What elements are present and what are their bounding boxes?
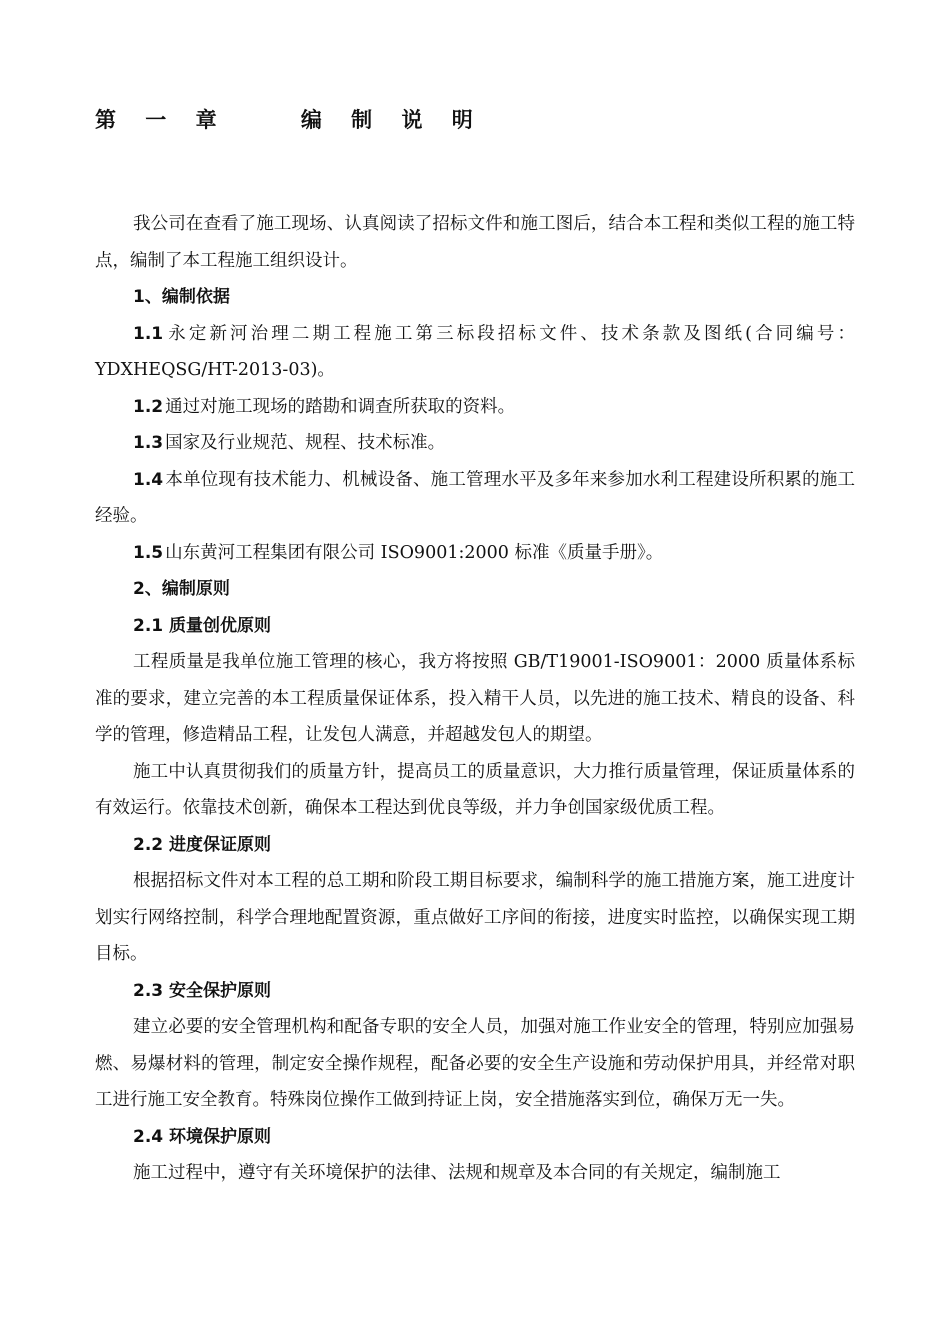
section-heading-basis: 1、编制依据 xyxy=(133,287,230,307)
basis-item-number: 1.3 xyxy=(133,433,164,453)
subsection-heading-environment: 2.4 环境保护原则 xyxy=(133,1126,272,1147)
chapter-title: 第 一 章 编 制 说 明 xyxy=(95,108,484,132)
subsection-heading-quality: 2.1 质量创优原则 xyxy=(133,615,272,636)
section-heading-principles: 2、编制原则 xyxy=(133,579,230,599)
basis-item-text: 国家及行业规范、规程、技术标准。 xyxy=(165,433,446,453)
basis-item xyxy=(95,316,855,389)
basis-item-text: 永定新河治理二期工程施工第三标段招标文件、技术条款及图纸(合同编号：YDXHEQSG/HT-2013-03)。 xyxy=(95,323,855,380)
basis-item-text: 山东黄河工程集团有限公司 ISO9001:2000 标准《质量手册》。 xyxy=(165,542,664,563)
schedule-paragraph: 根据招标文件对本工程的总工期和阶段工期目标要求，编制科学的施工措施方案，施工进度计划实行网络控制，科学合理地配置资源，重点做好工序间的衔接，进度实时监控，以确保实现工期目标。 xyxy=(95,871,855,964)
basis-item-number: 1.4 xyxy=(133,469,164,490)
basis-item-number: 1.1 xyxy=(133,323,164,344)
basis-item xyxy=(95,389,855,426)
subsection-heading-safety: 2.3 安全保护原则 xyxy=(133,980,272,1001)
document-body xyxy=(95,206,855,1192)
quality-paragraph: 工程质量是我单位施工管理的核心，我方将按照 GB/T19001-ISO9001：2000 质量体系标准的要求，建立完善的本工程质量保证体系，投入精干人员，以先进的施工技术、精良的设备、科学的管理，修造精品工程，让发包人满意，并超越发包人的期望。 xyxy=(95,652,855,745)
environment-paragraph: 施工过程中，遵守有关环境保护的法律、法规和规章及本合同的有关规定，编制施工 xyxy=(133,1163,781,1183)
basis-item-number: 1.5 xyxy=(133,542,164,563)
basis-item xyxy=(95,462,855,535)
safety-paragraph: 建立必要的安全管理机构和配备专职的安全人员，加强对施工作业安全的管理，特别应加强易燃、易爆材料的管理，制定安全操作规程，配备必要的安全生产设施和劳动保护用具，并经常对职工进行施工安全教育。特殊岗位操作工做到持证上岗，安全措施落实到位，确保万无一失。 xyxy=(95,1017,855,1110)
subsection-heading-schedule: 2.2 进度保证原则 xyxy=(133,834,272,855)
basis-item-text: 通过对施工现场的踏勘和调查所获取的资料。 xyxy=(165,396,516,417)
basis-item-text: 本单位现有技术能力、机械设备、施工管理水平及多年来参加水利工程建设所积累的施工经验。 xyxy=(95,469,855,526)
basis-item xyxy=(95,535,855,572)
quality-paragraph: 施工中认真贯彻我们的质量方针，提高员工的质量意识，大力推行质量管理，保证质量体系的有效运行。依靠技术创新，确保本工程达到优良等级，并力争创国家级优质工程。 xyxy=(95,761,855,818)
intro-paragraph: 我公司在查看了施工现场、认真阅读了招标文件和施工图后，结合本工程和类似工程的施工特点，编制了本工程施工组织设计。 xyxy=(95,214,855,271)
basis-item-number: 1.2 xyxy=(133,396,164,417)
basis-item xyxy=(95,425,855,462)
